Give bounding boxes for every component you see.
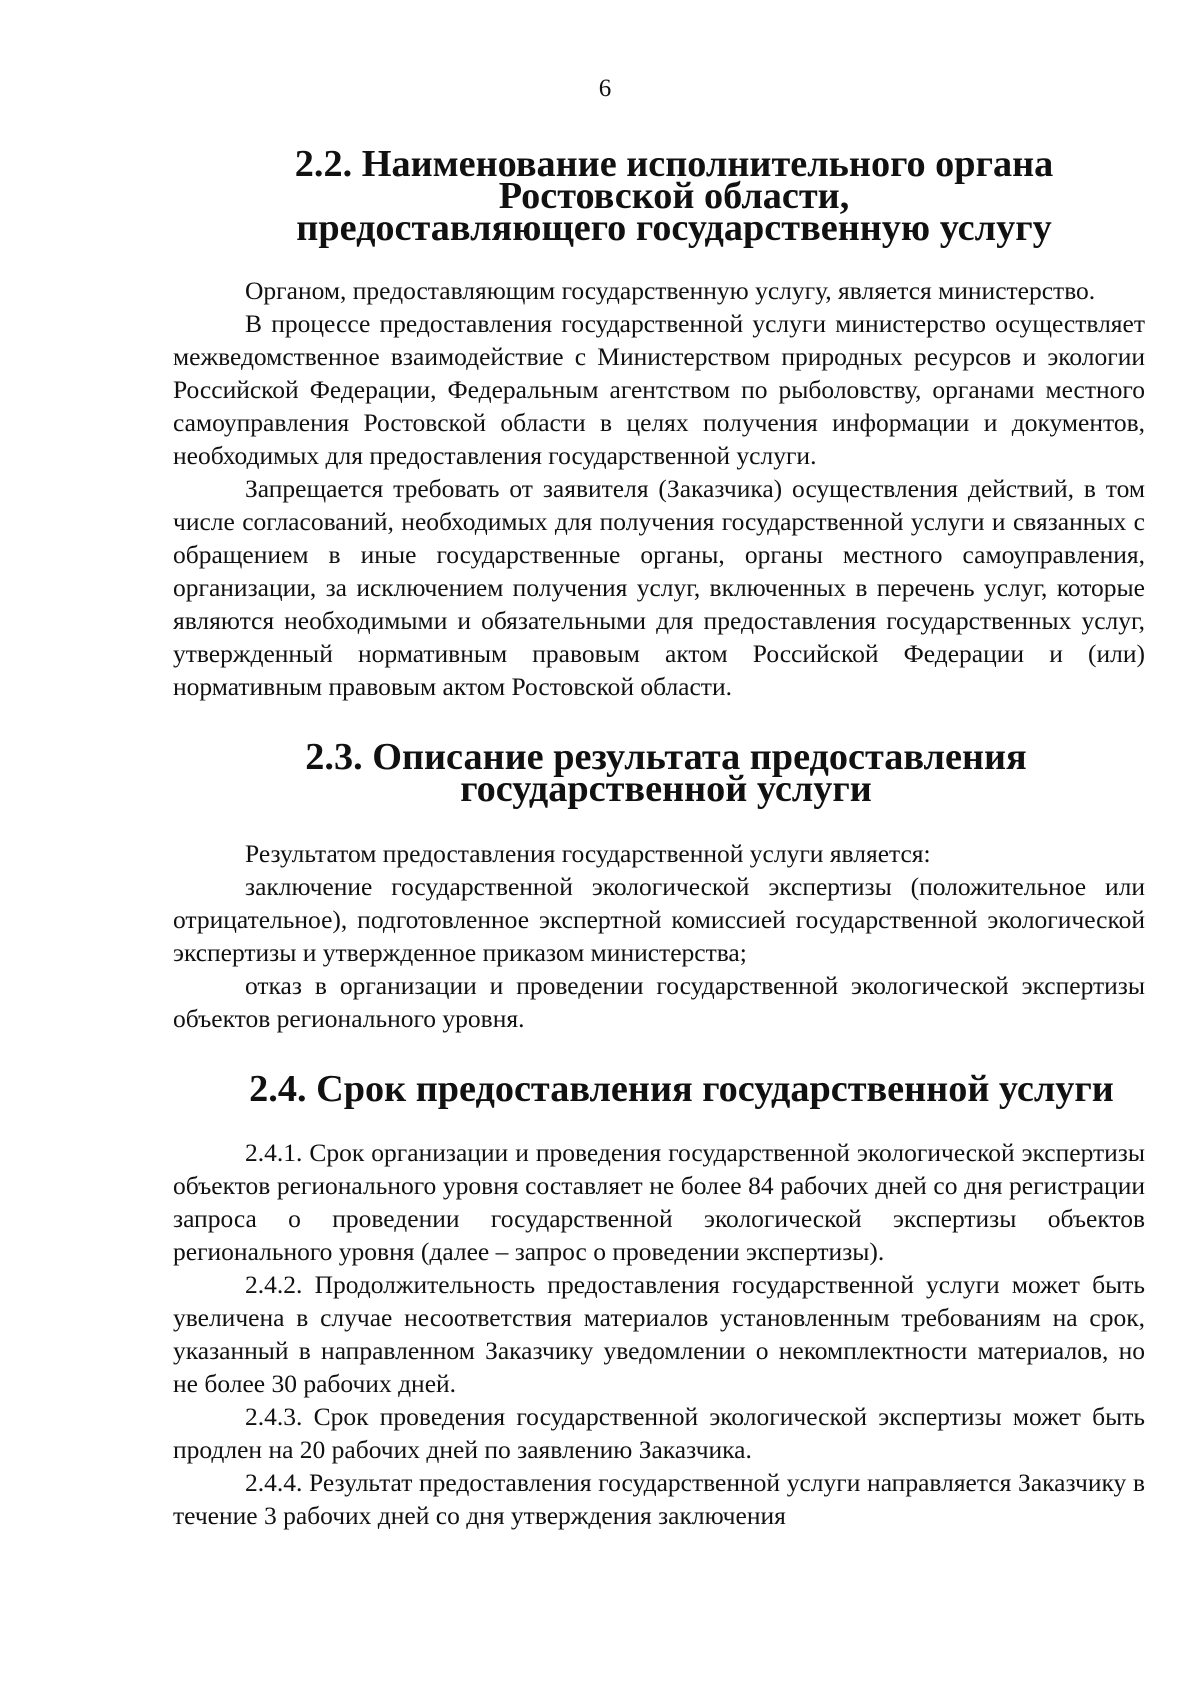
paragraph: заключение государственной экологической экспертизы (положительное или отрицательное), подготовленное экспертной комиссией государственной экологической экспертизы и утвержденное приказом министерства;: [173, 872, 1145, 967]
section-heading-line: 2.3. Описание результата предоставления государственной услуги: [305, 736, 1027, 810]
section-heading-2-2: [203, 143, 1145, 249]
paragraph: 2.4.1. Срок организации и проведения государственной экологической экспертизы объектов регионального уровня составляет не более 84 рабочих дней со дня регистрации запроса о проведении государственной экологической экспертизы объектов регионального уровня (далее – запрос о проведении экспертизы).: [173, 1138, 1145, 1266]
section-heading-2-3: [187, 736, 1145, 810]
paragraph: Органом, предоставляющим государственную услугу, является министерство.: [245, 276, 1096, 305]
paragraph: В процессе предоставления государственной услуги министерство осуществляет межведомственное взаимодействие с Министерством природных ресурсов и экологии Российской Федерации, Федеральным агентством по рыболовству, органами местного самоуправления Ростовской области в целях получения информации и документов, необходимых для предоставления государственной услуги.: [173, 309, 1145, 470]
paragraph: Запрещается требовать от заявителя (Заказчика) осуществления действий, в том числе согласований, необходимых для получения государственной услуги и связанных с обращением в иные государственные органы, органы местного самоуправления, организации, за исключением получения услуг, включенных в перечень услуг, которые являются необходимыми и обязательными для предоставления государственных услуг, утвержденный нормативным правовым актом Российской Федерации и (или) нормативным правовым актом Ростовской области.: [173, 474, 1145, 701]
section-heading-line: 2.2. Наименование исполнительного органа Ростовской области,: [294, 143, 1054, 217]
section-heading-line: 2.4. Срок предоставления государственной услуги: [249, 1068, 1114, 1110]
page-number: 6: [598, 75, 612, 102]
paragraph: отказ в организации и проведении государственной экологической экспертизы объектов регионального уровня.: [173, 971, 1145, 1033]
section-heading-2-4: [218, 1068, 1145, 1110]
document-body: [173, 143, 1145, 1532]
paragraph: 2.4.3. Срок проведения государственной экологической экспертизы может быть продлен на 20 рабочих дней по заявлению Заказчика.: [173, 1402, 1145, 1464]
paragraph: Результатом предоставления государственной услуги является:: [245, 839, 931, 868]
paragraph: 2.4.4. Результат предоставления государственной услуги направляется Заказчику в течение 3 рабочих дней со дня утверждения заключения: [173, 1468, 1145, 1530]
paragraph: 2.4.2. Продолжительность предоставления государственной услуги может быть увеличена в случае несоответствия материалов установленным требованиям на срок, указанный в направленном Заказчику уведомлении о некомплектности материалов, но не более 30 рабочих дней.: [173, 1270, 1145, 1398]
section-heading-line: предоставляющего государственную услугу: [296, 207, 1052, 249]
